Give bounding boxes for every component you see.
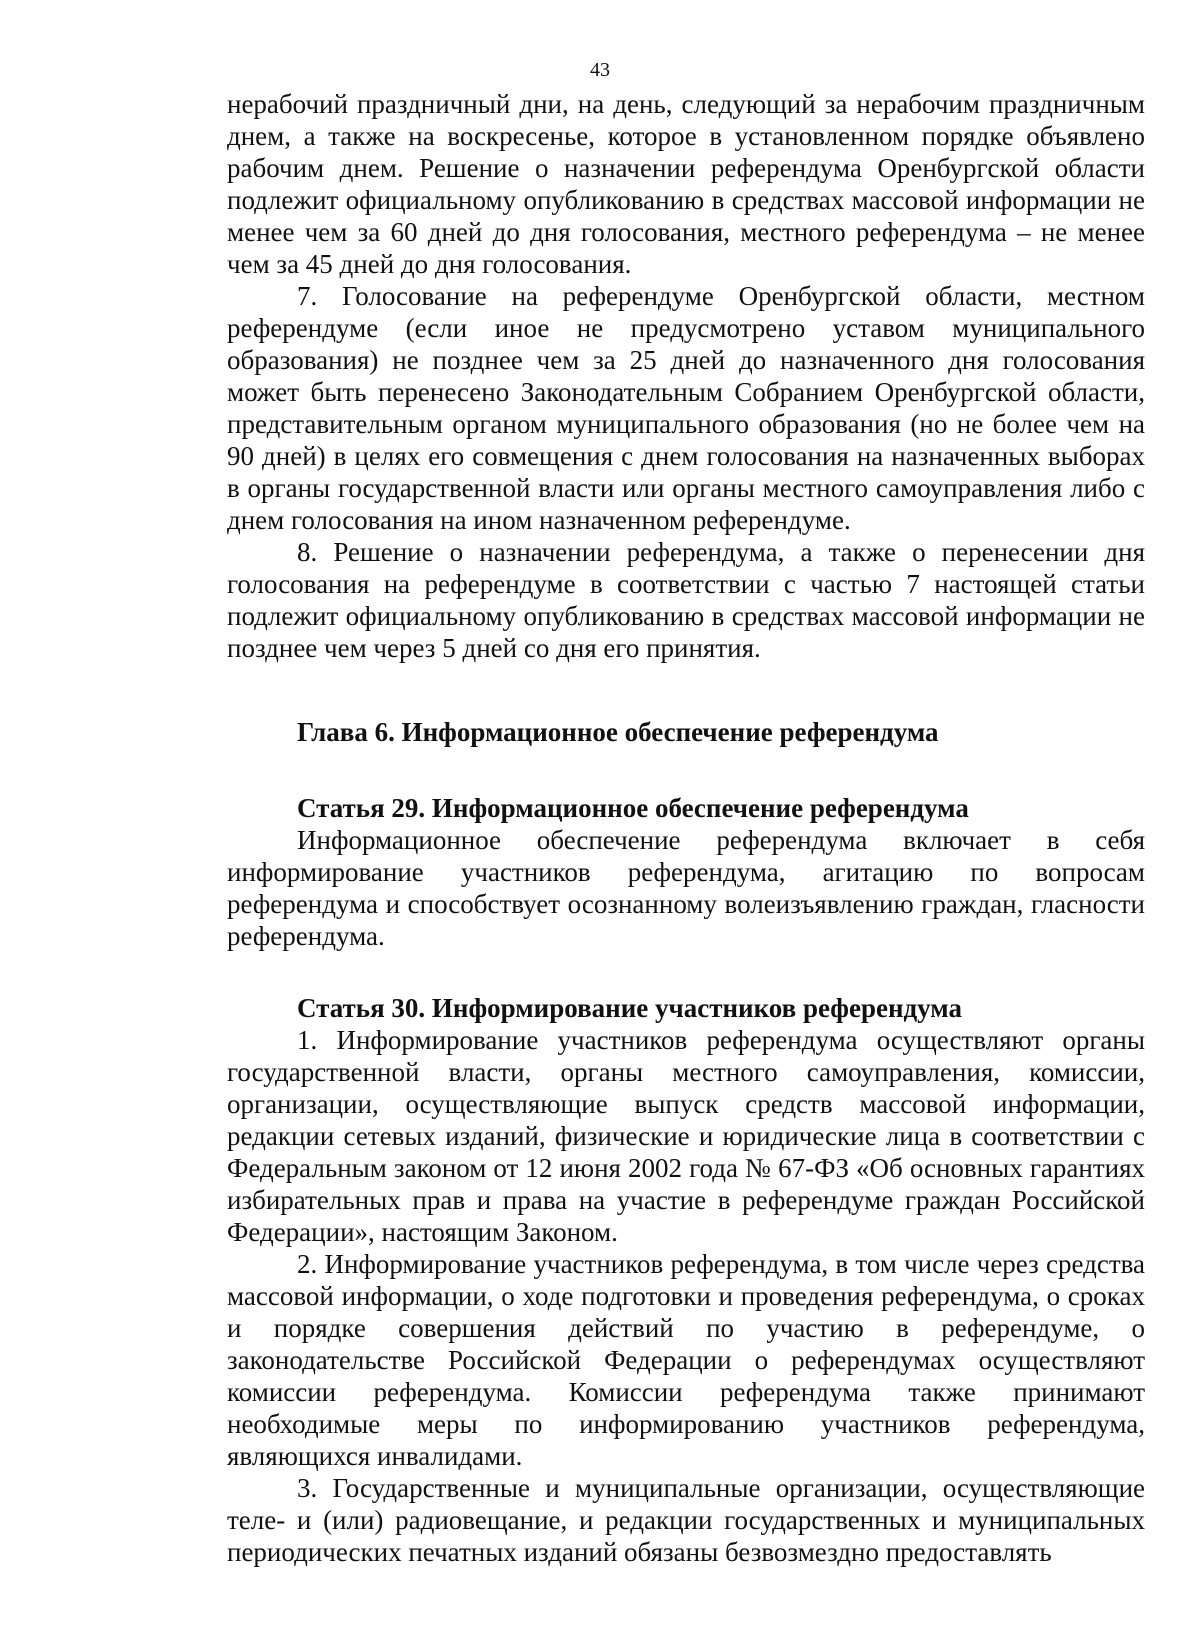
- article-30-heading: Статья 30. Информирование участников референдума: [297, 993, 963, 1023]
- article-29-text: Информационное обеспечение референдума включает в себя информирование участников референдума, агитацию по вопросам референдума и способствует осознанному волеизъявлению граждан, гласности референдума.: [227, 825, 1145, 951]
- spacer: [227, 664, 1145, 716]
- spacer: [227, 748, 1145, 792]
- article-30-item-3: 3. Государственные и муниципальные организации, осуществляющие теле- и (или) радиовещание, и редакции государственных и муниципальных периодических печатных изданий обязаны безвозмездно предоставлять: [227, 1473, 1145, 1567]
- page-number: 43: [590, 59, 610, 81]
- article-30-item-2: 2. Информирование участников референдума, в том числе через средства массовой информации, о ходе подготовки и проведения референдума, о сроках и порядке совершения действий по участию в референдуме, о законодательстве Российской Федерации о референдумах осуществляют комиссии референдума. Комиссии референдума также принимают необходимые меры по информированию участников референдума, являющихся инвалидами.: [227, 1249, 1145, 1471]
- paragraph-continuation: нерабочий праздничный дни, на день, следующий за нерабочим праздничным днем, а также на воскресенье, которое в установленном порядке объявлено рабочим днем. Решение о назначении референдума Оренбургской области подлежит официальному опубликованию в средствах массовой информации не менее чем за 60 дней до дня голосования, местного референдума – не менее чем за 45 дней до дня голосования.: [227, 89, 1145, 279]
- document-body: [227, 88, 1145, 1568]
- spacer: [227, 952, 1145, 992]
- chapter-heading: Глава 6. Информационное обеспечение референдума: [297, 717, 939, 747]
- paragraph-item-7: 7. Голосование на референдуме Оренбургской области, местном референдуме (если иное не предусмотрено уставом муниципального образования) не позднее чем за 25 дней до назначенного дня голосования может быть перенесено Законодательным Собранием Оренбургской области, представительным органом муниципального образования (но не более чем на 90 дней) в целях его совмещения с днем голосования на назначенных выборах в органы государственной власти или органы местного самоуправления либо с днем голосования на ином назначенном референдуме.: [227, 281, 1145, 535]
- paragraph-item-8: 8. Решение о назначении референдума, а также о перенесении дня голосования на референдуме в соответствии с частью 7 настоящей статьи подлежит официальному опубликованию в средствах массовой информации не позднее чем через 5 дней со дня его принятия.: [227, 537, 1145, 663]
- article-29-heading: Статья 29. Информационное обеспечение референдума: [297, 793, 969, 823]
- article-30-item-1: 1. Информирование участников референдума осуществляют органы государственной власти, органы местного самоуправления, комиссии, организации, осуществляющие выпуск средств массовой информации, редакции сетевых изданий, физические и юридические лица в соответствии с Федеральным законом от 12 июня 2002 года № 67-ФЗ «Об основных гарантиях избирательных прав и права на участие в референдуме граждан Российской Федерации», настоящим Законом.: [227, 1025, 1145, 1247]
